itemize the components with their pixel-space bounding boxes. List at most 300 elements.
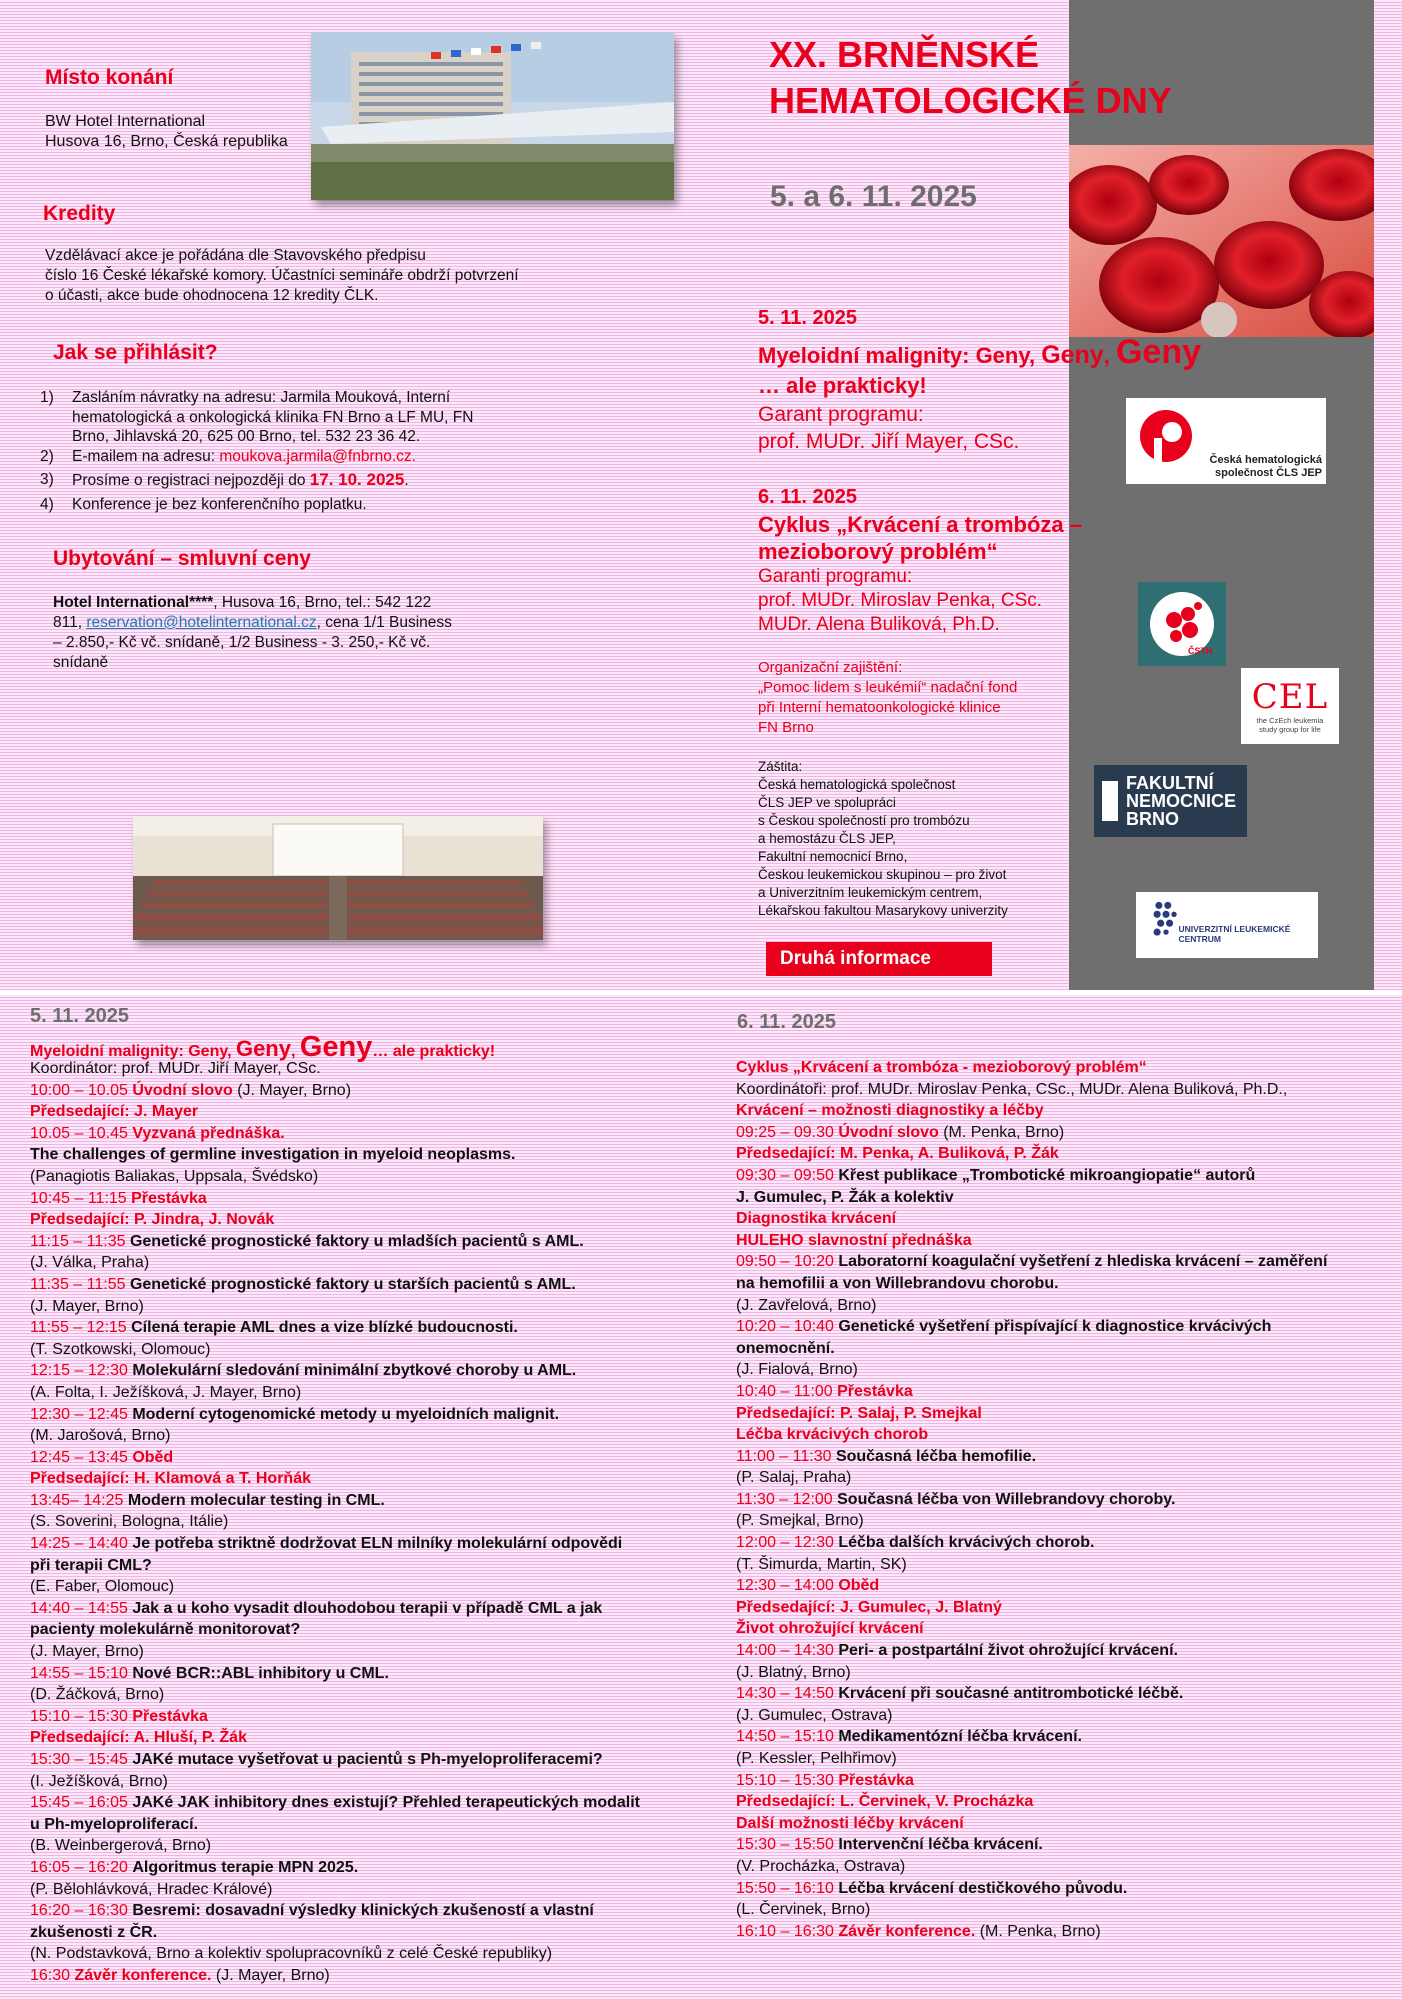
prog1-title-part: Geny <box>235 1036 291 1061</box>
session-label: Oběd <box>132 1448 174 1466</box>
program-row <box>736 1251 1327 1273</box>
program-row <box>736 1510 1327 1532</box>
day1-title-part: Geny <box>1041 341 1104 369</box>
item-line: E-mailem na adresu: <box>72 447 220 465</box>
time-slot: 11:55 – 12:15 <box>30 1319 132 1337</box>
talk-title: Léčba krvácení destičkového původu. <box>838 1879 1128 1897</box>
program-row <box>30 1749 640 1771</box>
ulc-logo <box>1136 892 1318 958</box>
talk-title: Jak a u koho vysadit dlouhodobou terapii v případě CML a jak <box>132 1599 603 1617</box>
talk-title: Genetické prognostické faktory u starších pacientů s AML. <box>129 1275 576 1293</box>
program-row <box>30 1360 640 1382</box>
time-slot: 16:05 – 16:20 <box>30 1858 133 1876</box>
program-row <box>736 1338 1327 1360</box>
time-slot: 09:30 – 09:50 <box>736 1166 839 1184</box>
row-text: (N. Podstavková, Brno a kolektiv spolupracovníků z celé České republiky) <box>30 1945 553 1963</box>
program-row <box>736 1532 1327 1554</box>
section-heading: Život ohrožující krvácení <box>736 1620 924 1638</box>
program-row <box>30 1965 640 1987</box>
program-row <box>30 1080 640 1102</box>
cel-logo-mark: CEL <box>1251 677 1329 717</box>
lodging-text <box>53 593 452 673</box>
section-heading: Předsedající: P. Salaj, P. Smejkal <box>736 1404 982 1422</box>
lodging-line: snídaně <box>53 654 109 671</box>
row-text: (M. Jarošová, Brno) <box>30 1427 171 1445</box>
row-text: (P. Bělohlávková, Hradec Králové) <box>30 1880 273 1898</box>
talk-title: Intervenční léčba krvácení. <box>838 1836 1043 1854</box>
time-slot: 12:30 – 14:00 <box>736 1577 839 1595</box>
registration-deadline: 17. 10. 2025 <box>309 470 405 489</box>
program-row <box>736 1187 1327 1209</box>
day1-title-part: Myeloidní malignity: Geny, <box>758 343 1042 368</box>
program-row <box>30 1339 640 1361</box>
time-slot: 15:10 – 15:30 <box>30 1707 133 1725</box>
session-label: Oběd <box>838 1577 880 1595</box>
item-number: 3) <box>40 471 54 488</box>
row-text: Koordinátor: prof. MUDr. Jiří Mayer, CSc. <box>30 1060 321 1077</box>
time-slot: 12:30 – 12:45 <box>30 1405 133 1423</box>
program-row <box>30 1144 640 1166</box>
talk-title: Krvácení při současné antitrombotické léčbě. <box>838 1685 1184 1703</box>
program-row <box>736 1122 1327 1144</box>
talk-title: The challenges of germline investigation in myeloid neoplasms. <box>30 1146 516 1164</box>
program-row <box>30 1684 640 1706</box>
talk-title: Molekulární sledování minimální zbytkové choroby u AML. <box>132 1362 577 1380</box>
program-row <box>30 1814 640 1836</box>
program-row <box>30 1576 640 1598</box>
chs-logo-line: Česká hematologická <box>1209 454 1322 466</box>
patron-line: Česká hematologická společnost <box>758 777 956 792</box>
time-slot: 13:45– 14:25 <box>30 1491 128 1509</box>
talk-title: Současná léčba von Willebrandovy choroby. <box>837 1490 1176 1508</box>
org-line: Organizační zajištění: <box>758 659 903 676</box>
program-row <box>736 1554 1327 1576</box>
patron-line: a Univerzitním leukemickým centrem, <box>758 885 983 900</box>
blood-cells-image <box>1069 145 1374 337</box>
program-row <box>30 1490 640 1512</box>
program-row <box>736 1597 1327 1619</box>
section-heading: Předsedající: P. Jindra, J. Novák <box>30 1211 275 1229</box>
program-row <box>30 1317 640 1339</box>
congress-hall-photo <box>133 816 543 940</box>
row-text: (M. Penka, Brno) <box>938 1123 1065 1141</box>
talk-title: JAKé JAK inhibitory dnes existují? Přehled terapeutických modalit <box>132 1794 640 1812</box>
section-heading: Předsedající: J. Gumulec, J. Blatný <box>736 1598 1002 1616</box>
program-row <box>30 1404 640 1426</box>
program-row <box>30 1598 640 1620</box>
row-text: (J. Blatný, Brno) <box>736 1663 851 1681</box>
day2-guarantor-label: Garanti programu: <box>758 566 913 587</box>
program-row <box>30 1166 640 1188</box>
time-slot: 10:40 – 11:00 <box>736 1382 838 1400</box>
program-row <box>30 1555 640 1577</box>
cel-logo <box>1241 668 1339 744</box>
program-row <box>30 1209 640 1231</box>
program-row <box>30 1123 640 1145</box>
prog2-list <box>736 1057 1327 1942</box>
row-text: (J. Mayer, Brno) <box>211 1966 330 1984</box>
program-row <box>736 1208 1327 1230</box>
time-slot: 10:45 – 11:15 <box>30 1189 132 1207</box>
talk-title: Modern molecular testing in CML. <box>127 1491 385 1509</box>
session-label: Přestávka <box>838 1771 914 1789</box>
org-line: FN Brno <box>758 719 814 736</box>
program-row <box>736 1770 1327 1792</box>
program-row <box>736 1683 1327 1705</box>
program-row <box>736 1359 1327 1381</box>
session-label: Závěr konference. <box>74 1966 212 1984</box>
program-row <box>736 1791 1327 1813</box>
program-row <box>736 1921 1327 1943</box>
section-heading: Předsedající: H. Klamová a T. Horňák <box>30 1470 311 1488</box>
registration-email-link[interactable]: moukova.jarmila@fnbrno.cz. <box>219 447 416 465</box>
section-heading: Cyklus „Krvácení a trombóza - mezioborový problém“ <box>736 1059 1147 1076</box>
chs-logo-line: společnost ČLS JEP <box>1215 467 1322 479</box>
time-slot: 15:30 – 15:50 <box>736 1836 839 1854</box>
item-number: 4) <box>40 495 54 513</box>
event-title-line: XX. BRNĚNSKÉ <box>769 34 1040 75</box>
row-text: (E. Faber, Olomouc) <box>30 1578 175 1596</box>
event-dates: 5. a 6. 11. 2025 <box>770 180 977 213</box>
talk-title: Současná léčba hemofilie. <box>835 1447 1037 1465</box>
lodging-line: 811, <box>53 614 87 631</box>
session-label: Přestávka <box>132 1707 208 1725</box>
organization-block <box>758 658 1017 738</box>
program-row <box>30 1058 640 1080</box>
row-text: (J. Gumulec, Ostrava) <box>736 1706 893 1724</box>
program-row <box>736 1381 1327 1403</box>
day2-title-line: Cyklus „Krvácení a trombóza – <box>758 512 1083 537</box>
time-slot: 14:30 – 14:50 <box>736 1685 839 1703</box>
program-row <box>736 1899 1327 1921</box>
row-text: (Panagiotis Baliakas, Uppsala, Švédsko) <box>30 1167 319 1185</box>
item-line: Konference je bez konferenčního poplatku. <box>72 495 367 513</box>
talk-title: JAKé mutace vyšetřovat u pacientů s Ph-myeloproliferacemi? <box>132 1751 603 1768</box>
program-row <box>30 1771 640 1793</box>
day1-title-part: … ale prakticky! <box>758 373 927 398</box>
program-row <box>30 1663 640 1685</box>
program-row <box>736 1230 1327 1252</box>
time-slot: 12:00 – 12:30 <box>736 1534 839 1552</box>
row-text: (L. Červinek, Brno) <box>736 1901 871 1919</box>
org-line: při Interní hematoonkologické klinice <box>758 699 1001 716</box>
day2-title-line: mezioborový problém“ <box>758 539 998 564</box>
program-row <box>736 1640 1327 1662</box>
session-label: Závěr konference. <box>838 1922 976 1940</box>
program-row <box>30 1641 640 1663</box>
chs-logo <box>1126 398 1326 484</box>
program-row <box>736 1424 1327 1446</box>
program-row <box>736 1834 1327 1856</box>
section-heading: Předsedající: L. Červinek, V. Procházka <box>736 1793 1034 1811</box>
time-slot: 09:25 – 09.30 <box>736 1123 839 1141</box>
program-row <box>30 1727 640 1749</box>
csth-logo-text: ČSTH <box>1188 646 1213 656</box>
patron-line: a hemostázu ČLS JEP, <box>758 831 896 846</box>
chs-logo-text <box>1210 454 1323 480</box>
talk-title: Je potřeba striktně dodržovat ELN milníky molekulární odpovědi <box>132 1535 623 1553</box>
hotel-email-link[interactable]: reservation@hotelinternational.cz <box>86 614 317 631</box>
row-text: (P. Kessler, Pelhřimov) <box>736 1750 897 1767</box>
time-slot: 15:10 – 15:30 <box>736 1771 839 1789</box>
row-text: (T. Szotkowski, Olomouc) <box>30 1340 211 1358</box>
program-row <box>30 1382 640 1404</box>
program-row <box>736 1057 1327 1079</box>
item-line: Prosíme o registraci nejpozději do <box>72 472 310 489</box>
row-text: (J. Fialová, Brno) <box>736 1361 858 1379</box>
row-text: (J. Válka, Praha) <box>30 1254 150 1272</box>
session-label: Úvodní slovo <box>132 1081 233 1099</box>
second-info-button[interactable]: Druhá informace <box>766 942 992 976</box>
program-row <box>30 1274 640 1296</box>
section-heading: Předsedající: A. Hluší, P. Žák <box>30 1729 247 1747</box>
register-item <box>40 447 473 467</box>
lodging-line: – 2.850,- Kč vč. snídaně, 1/2 Business - 3. 250,- Kč vč. <box>53 634 431 651</box>
row-text: (J. Mayer, Brno) <box>30 1643 144 1661</box>
credits-line: číslo 16 České lékařské komory. Účastníci semináře obdrží potvrzení <box>45 267 519 284</box>
talk-title: Genetické vyšetření přispívající k diagnostice krvácivých <box>838 1318 1272 1336</box>
session-label: Přestávka <box>131 1189 207 1207</box>
program-row <box>30 1511 640 1533</box>
program-row <box>736 1143 1327 1165</box>
register-list <box>40 388 473 514</box>
program-row <box>30 1943 640 1965</box>
talk-title: Peri- a postpartální život ohrožující krvácení. <box>838 1642 1178 1660</box>
row-text: (J. Mayer, Brno) <box>30 1297 144 1315</box>
program-row <box>736 1165 1327 1187</box>
cel-logo-line: study group for life <box>1259 725 1321 734</box>
talk-title: Moderní cytogenomické metody u myeloidních malignit. <box>132 1405 560 1423</box>
csth-logo <box>1138 582 1226 666</box>
program-row <box>736 1878 1327 1900</box>
time-slot: 09:50 – 10:20 <box>736 1253 839 1271</box>
row-text: (J. Mayer, Brno) <box>232 1081 352 1099</box>
time-slot: 14:50 – 15:10 <box>736 1728 839 1746</box>
talk-title: J. Gumulec, P. Žák a kolektiv <box>736 1188 954 1206</box>
time-slot: 14:25 – 14:40 <box>30 1535 133 1553</box>
time-slot: 16:20 – 16:30 <box>30 1902 133 1920</box>
register-title: Jak se přihlásit? <box>53 341 218 364</box>
item-number: 1) <box>40 389 54 406</box>
row-text: (P. Salaj, Praha) <box>736 1469 852 1487</box>
time-slot: 15:30 – 15:45 <box>30 1751 133 1768</box>
program-row <box>30 1468 640 1490</box>
row-text: (T. Šimurda, Martin, SK) <box>736 1555 907 1573</box>
program-row <box>30 1792 640 1814</box>
leaflet-programme <box>0 995 1402 1999</box>
fn-logo-line: FAKULTNÍ <box>1126 773 1214 793</box>
program-row <box>30 1447 640 1469</box>
row-text: (M. Penka, Brno) <box>975 1922 1101 1940</box>
program-row <box>736 1662 1327 1684</box>
row-text: (A. Folta, I. Ježíšková, J. Mayer, Brno) <box>30 1383 302 1401</box>
program-row <box>736 1403 1327 1425</box>
time-slot: 16:30 <box>30 1966 75 1984</box>
item-line: Brno, Jihlavská 20, 625 00 Brno, tel. 532 23 36 42. <box>72 428 421 445</box>
talk-title: Nové BCR::ABL inhibitory u CML. <box>132 1664 389 1682</box>
program-row <box>30 1533 640 1555</box>
day1-guarantor-label: Garant programu: <box>758 403 924 426</box>
prog1-title-part: , <box>290 1043 300 1060</box>
time-slot: 10.05 – 10.45 <box>30 1124 133 1142</box>
talk-title: Cílená terapie AML dnes a vize blízké budoucnosti. <box>131 1319 518 1337</box>
program-row <box>30 1252 640 1274</box>
program-row <box>736 1316 1327 1338</box>
program-row <box>736 1856 1327 1878</box>
section-heading: HULEHO slavnostní přednáška <box>736 1231 972 1249</box>
talk-title: Besremi: dosavadní výsledky klinických zkušeností a vlastní <box>132 1902 594 1920</box>
day1-date: 5. 11. 2025 <box>758 307 857 329</box>
patron-line: Českou leukemickou skupinou – pro život <box>758 867 1007 882</box>
program-row <box>30 1231 640 1253</box>
program-row <box>736 1813 1327 1835</box>
program-row <box>30 1425 640 1447</box>
talk-title: u Ph-myeloproliferací. <box>30 1815 199 1833</box>
program-row <box>736 1705 1327 1727</box>
talk-title: Genetické prognostické faktory u mladších pacientů s AML. <box>129 1232 584 1250</box>
program-row <box>736 1446 1327 1468</box>
day1-title-part: Geny <box>1115 333 1202 371</box>
row-text: (B. Weinbergerová, Brno) <box>30 1837 212 1855</box>
venue-text <box>45 112 288 152</box>
venue-title: Místo konání <box>45 66 174 89</box>
day1-guarantor: prof. MUDr. Jiří Mayer, CSc. <box>758 430 1020 453</box>
patronage-block <box>758 758 1008 920</box>
talk-title: pacienty molekulárně monitorovat? <box>30 1621 301 1639</box>
section-heading: Krvácení – možnosti diagnostiky a léčby <box>736 1102 1044 1120</box>
session-label: Vyzvaná přednáška. <box>132 1124 285 1142</box>
hotel-photo <box>311 32 674 200</box>
event-title <box>769 32 1172 124</box>
row-text: (P. Smejkal, Brno) <box>736 1512 864 1530</box>
register-item <box>40 495 473 515</box>
patron-line: Záštita: <box>758 759 803 774</box>
cel-logo-line: the CzEch leukemia <box>1256 716 1324 725</box>
patron-line: s Českou společností pro trombózu <box>758 813 970 828</box>
program-row <box>736 1079 1327 1101</box>
prog1-date: 5. 11. 2025 <box>30 1005 129 1027</box>
time-slot: 11:00 – 11:30 <box>736 1447 836 1465</box>
program-row <box>30 1101 640 1123</box>
row-text: (S. Soverini, Bologna, Itálie) <box>30 1513 229 1531</box>
lodging-line: , Husova 16, Brno, tel.: 542 122 <box>213 594 432 611</box>
talk-title: Křest publikace „Trombotické mikroangiopatie“ autorů <box>838 1166 1256 1184</box>
prog1-title-part: Myeloidní malignity: Geny, <box>30 1043 236 1060</box>
talk-title: Léčba dalších krvácivých chorob. <box>838 1534 1095 1552</box>
prog1-title-part: Geny <box>299 1031 373 1063</box>
day2-guarantor: MUDr. Alena Buliková, Ph.D. <box>758 614 1000 635</box>
leaflet-front <box>0 0 1402 990</box>
talk-title: na hemofilii a von Willebrandovu chorobu. <box>736 1274 1059 1292</box>
program-row <box>736 1489 1327 1511</box>
session-label: Přestávka <box>837 1382 913 1400</box>
fn-logo-mark <box>1102 781 1118 821</box>
program-row <box>736 1748 1327 1770</box>
fn-logo-line: NEMOCNICE <box>1126 791 1237 811</box>
section-heading: Diagnostika krvácení <box>736 1210 897 1228</box>
time-slot: 10:20 – 10:40 <box>736 1318 839 1336</box>
prog2-date: 6. 11. 2025 <box>737 1011 836 1033</box>
venue-line: Husova 16, Brno, Česká republika <box>45 133 288 150</box>
day1-title-part: , <box>1103 343 1110 368</box>
section-heading: Předsedající: M. Penka, A. Buliková, P. Žák <box>736 1145 1059 1163</box>
time-slot: 15:45 – 16:05 <box>30 1794 133 1812</box>
program-row <box>736 1467 1327 1489</box>
program-row <box>30 1619 640 1641</box>
fn-logo-line: BRNO <box>1126 809 1179 829</box>
talk-title: při terapii CML? <box>30 1556 152 1574</box>
org-line: „Pomoc lidem s leukémií“ nadační fond <box>758 679 1018 696</box>
talk-title: Laboratorní koagulační vyšetření z hlediska krvácení – zaměření <box>838 1253 1328 1271</box>
item-line: Zasláním návratky na adresu: Jarmila Mouková, Interní <box>72 389 451 406</box>
prog1-title-part: … ale prakticky! <box>372 1043 496 1060</box>
credits-line: o účasti, akce bude ohodnocena 12 kredity ČLK. <box>45 287 379 304</box>
time-slot: 11:35 – 11:55 <box>30 1275 130 1293</box>
time-slot: 14:00 – 14:30 <box>736 1642 839 1660</box>
program-row <box>736 1618 1327 1640</box>
patron-line: Fakultní nemocnicí Brno, <box>758 849 908 864</box>
fn-logo-text <box>1126 774 1236 828</box>
time-slot: 12:45 – 13:45 <box>30 1448 133 1466</box>
hotel-name: Hotel International**** <box>53 594 214 611</box>
day2-date: 6. 11. 2025 <box>758 486 857 508</box>
register-item: 3) Prosíme o registraci nejpozději do 17. 10. 2025. <box>40 470 409 489</box>
ulc-logo-text: UNIVERZITNÍ LEUKEMICKÉ CENTRUM <box>1178 924 1291 944</box>
row-text: (D. Žáčková, Brno) <box>30 1686 165 1704</box>
session-label: Úvodní slovo <box>838 1123 939 1141</box>
talk-title: Algoritmus terapie MPN 2025. <box>132 1858 359 1876</box>
program-row <box>30 1857 640 1879</box>
program-row <box>30 1900 640 1922</box>
venue-line: BW Hotel International <box>45 113 206 130</box>
time-slot: 14:55 – 15:10 <box>30 1664 133 1682</box>
patron-line: Lékařskou fakultou Masarykovy univerzity <box>758 903 1008 918</box>
event-title-line: HEMATOLOGICKÉ DNY <box>769 80 1172 121</box>
program-row <box>736 1295 1327 1317</box>
time-slot: 12:15 – 12:30 <box>30 1362 133 1380</box>
program-row <box>736 1726 1327 1748</box>
time-slot: 14:40 – 14:55 <box>30 1599 133 1617</box>
day2-block <box>758 511 1082 637</box>
item-number: 2) <box>40 447 54 465</box>
prog1-list <box>30 1058 640 1987</box>
row-text: (V. Procházka, Ostrava) <box>736 1857 906 1875</box>
day2-guarantor: prof. MUDr. Miroslav Penka, CSc. <box>758 590 1043 611</box>
patron-line: ČLS JEP ve spolupráci <box>758 795 896 810</box>
item-line: hematologická a onkologická klinika FN Brno a LF MU, FN <box>72 408 474 426</box>
time-slot: 16:10 – 16:30 <box>736 1922 839 1940</box>
fn-brno-logo <box>1094 765 1247 837</box>
section-heading: Léčba krvácivých chorob <box>736 1426 929 1444</box>
row-text: (I. Ježíšková, Brno) <box>30 1772 168 1790</box>
section-heading: Další možnosti léčby krvácení <box>736 1814 964 1832</box>
program-row <box>30 1296 640 1318</box>
talk-title: zkušenosti z ČR. <box>30 1923 158 1941</box>
lodging-title: Ubytování – smluvní ceny <box>53 547 311 570</box>
program-row <box>736 1273 1327 1295</box>
time-slot: 15:50 – 16:10 <box>736 1879 839 1897</box>
talk-title: onemocnění. <box>736 1339 835 1357</box>
program-row <box>736 1100 1327 1122</box>
row-text: Koordinátoři: prof. MUDr. Miroslav Penka, CSc., MUDr. Alena Buliková, Ph.D., <box>736 1080 1288 1098</box>
lodging-line: , cena 1/1 Business <box>316 614 452 631</box>
time-slot: 10:00 – 10.05 <box>30 1081 133 1099</box>
program-row <box>30 1706 640 1728</box>
program-row <box>30 1835 640 1857</box>
program-row <box>30 1188 640 1210</box>
register-item <box>40 388 473 447</box>
program-row <box>30 1922 640 1944</box>
